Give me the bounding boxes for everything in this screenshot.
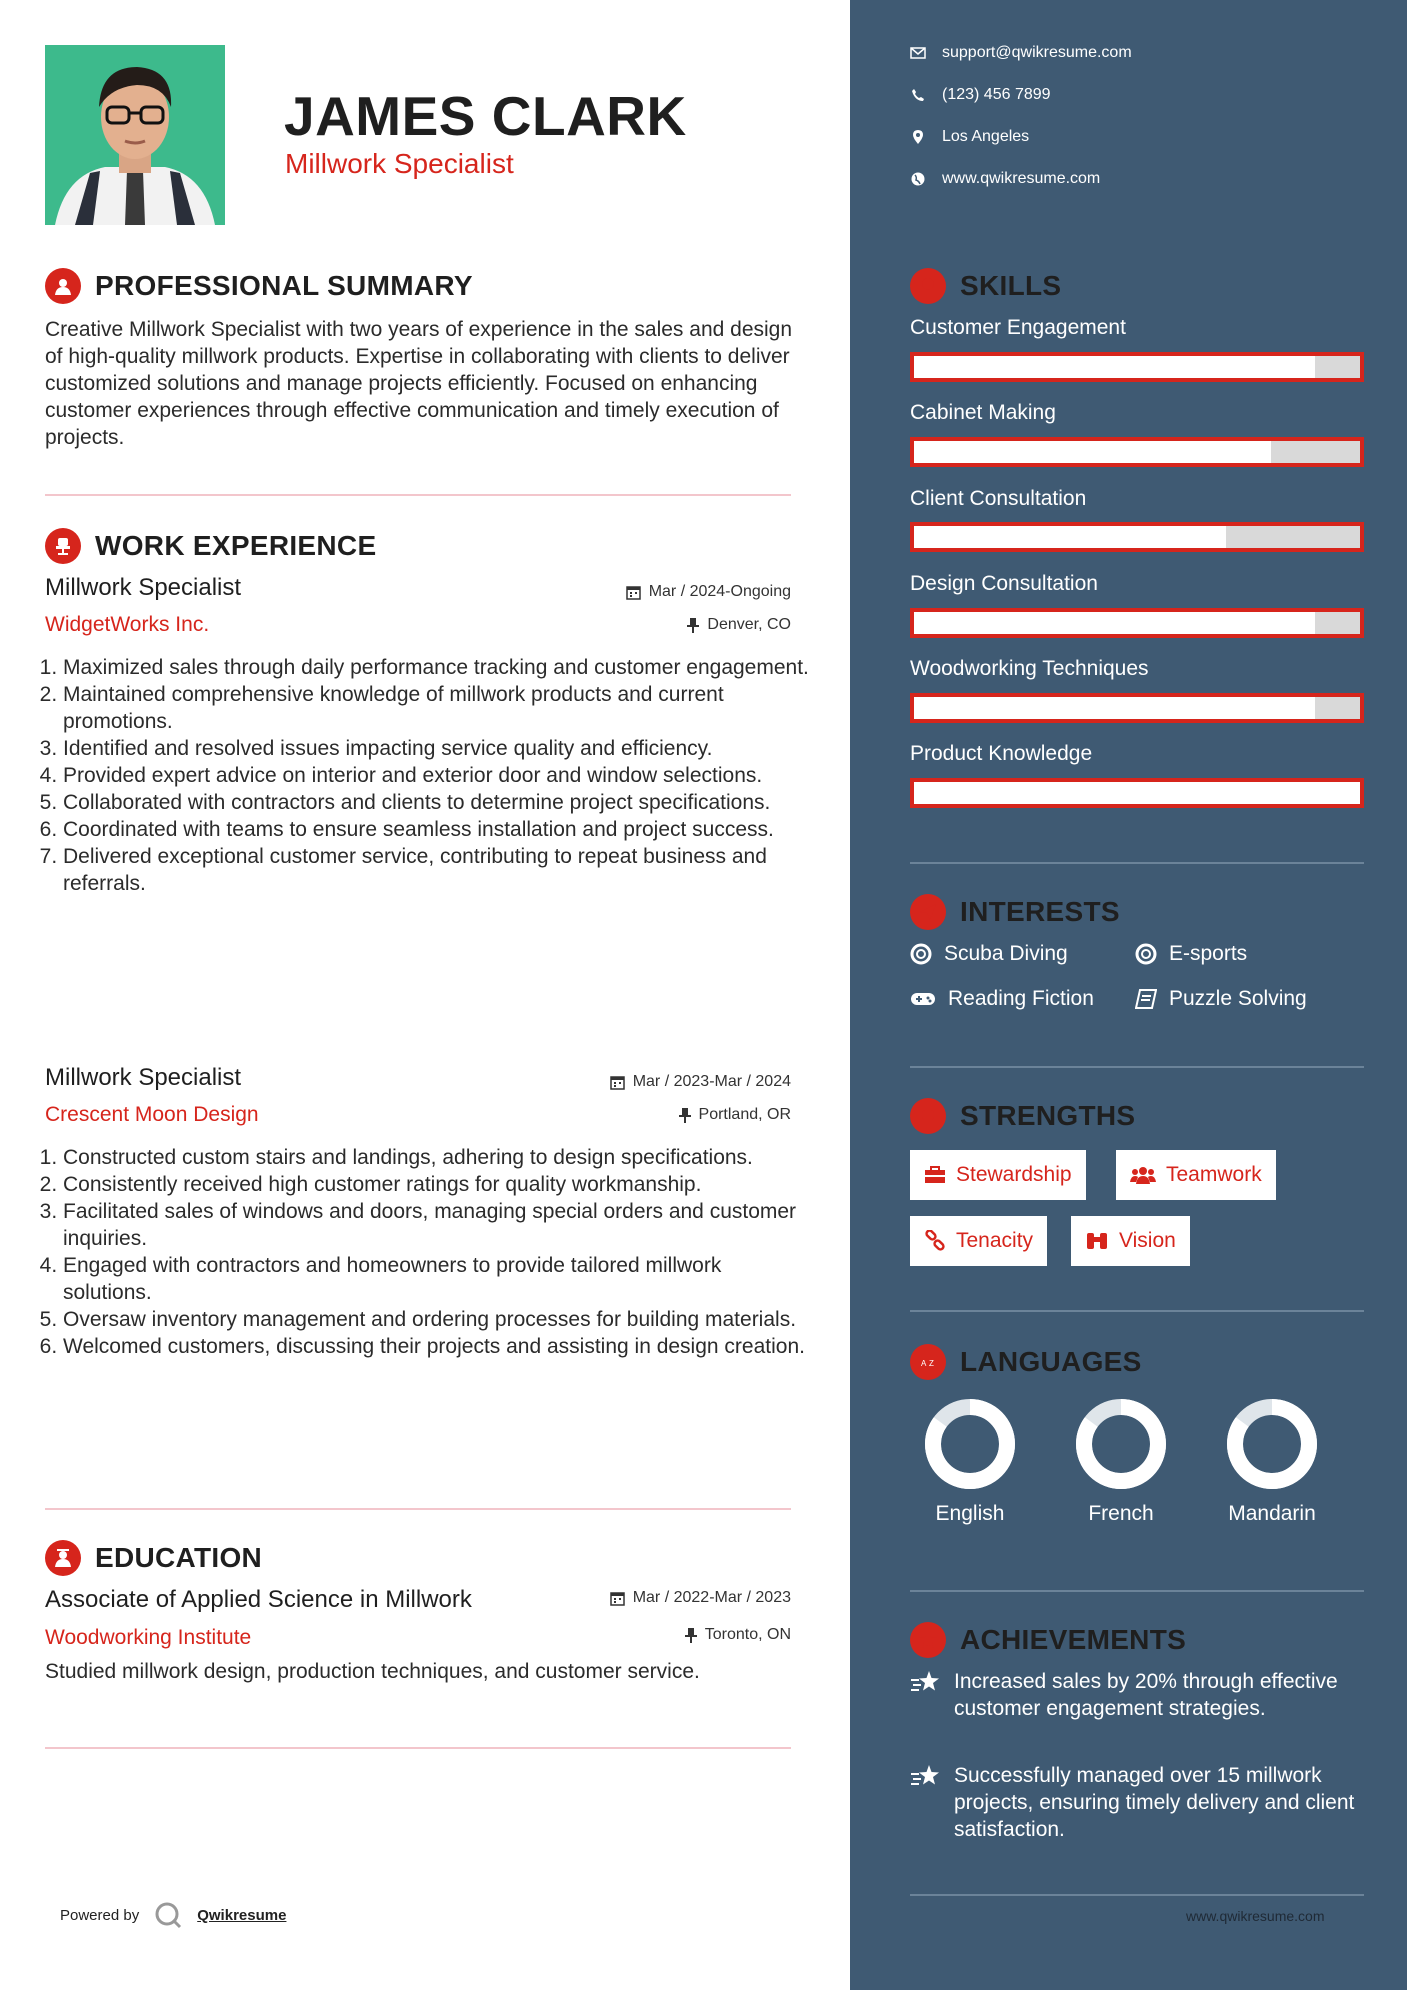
achievement-text: Increased sales by 20% through effective customer engagement strategies. [954, 1670, 1338, 1720]
job-company: WidgetWorks Inc. [45, 613, 210, 636]
degree-title: Associate of Applied Science in Millwork [45, 1586, 472, 1613]
powered-by-label: Powered by [60, 1906, 140, 1924]
achievement-item [910, 1762, 1370, 1843]
strength-label: Stewardship [956, 1163, 1072, 1186]
globe-icon [911, 172, 925, 186]
language-label: English [935, 1502, 1005, 1525]
skill-label: Customer Engagement [910, 316, 1126, 339]
skill-bar-fill [914, 441, 1271, 463]
book-icon [1135, 989, 1157, 1009]
envelope-icon [910, 47, 926, 59]
achievements-header [910, 1622, 1186, 1658]
life-ring-icon [910, 943, 932, 965]
education-description: Studied millwork design, production techniques, and customer service. [45, 1660, 700, 1683]
shooting-star-icon [910, 1670, 940, 1696]
strength-chip [910, 1216, 1047, 1266]
interest-label: Scuba Diving [944, 942, 1068, 965]
job-date-text: Mar / 2024-Ongoing [648, 583, 791, 600]
achievements-heading: ACHIEVEMENTS [960, 1624, 1187, 1655]
divider [910, 1310, 1364, 1312]
skill-bar-fill [914, 612, 1315, 634]
contact-email [910, 44, 1132, 62]
job-location-text: Portland, OR [698, 1106, 791, 1123]
job-bullets [45, 654, 813, 897]
briefcase-icon [924, 1166, 946, 1184]
list-item: 1. Constructed custom stairs and landings, adhering to design specifications. [63, 1144, 813, 1171]
skill-label: Woodworking Techniques [910, 657, 1149, 680]
language-ring [1075, 1398, 1167, 1490]
users-icon [1130, 1166, 1156, 1184]
list-item: 7. Delivered exceptional customer service, contributing to repeat business and referrals. [63, 843, 813, 897]
qwikresume-logo-icon [153, 1900, 183, 1930]
footer-url[interactable]: www.qwikresume.com [1186, 1908, 1325, 1924]
summary-heading: PROFESSIONAL SUMMARY [95, 270, 473, 301]
list-item: 5. Oversaw inventory management and ordering processes for building materials. [63, 1306, 813, 1333]
education-location-text: Toronto, ON [704, 1626, 791, 1643]
list-item: 4. Provided expert advice on interior and exterior door and window selections. [63, 762, 813, 789]
star-badge-icon [910, 1622, 946, 1658]
contact-location-text: Los Angeles [942, 128, 1030, 145]
language-ring [1226, 1398, 1318, 1490]
language-label: French [1088, 1502, 1154, 1525]
life-ring-icon [1135, 943, 1157, 965]
paper-plane-icon [910, 894, 946, 930]
skill-bar-fill [914, 356, 1315, 378]
strength-label: Tenacity [956, 1229, 1034, 1252]
calendar-icon [610, 1075, 625, 1090]
interests-header [910, 894, 1120, 930]
candidate-name: JAMES CLARK [284, 85, 687, 147]
list-item: 4. Engaged with contractors and homeowners to provide tailored millwork solutions. [63, 1252, 813, 1306]
interest-label: E-sports [1169, 942, 1248, 965]
summary-header [45, 268, 473, 304]
divider [910, 1894, 1364, 1896]
skill-bar-fill [914, 782, 1360, 804]
language-label: Mandarin [1228, 1502, 1316, 1525]
skill-label: Cabinet Making [910, 401, 1056, 424]
interest-item [1135, 942, 1247, 966]
language-ring [924, 1398, 1016, 1490]
list-item: 3. Identified and resolved issues impacting service quality and efficiency. [63, 735, 813, 762]
skill-bar [910, 778, 1364, 808]
user-icon [45, 268, 81, 304]
job-company: Crescent Moon Design [45, 1103, 259, 1126]
language-item [1066, 1398, 1176, 1526]
fist-icon [910, 1098, 946, 1134]
divider [45, 494, 791, 496]
skill-bar-fill [914, 526, 1226, 548]
languages-heading: LANGUAGES [960, 1346, 1142, 1377]
interest-label: Reading Fiction [948, 987, 1094, 1010]
svg-text:A: A [921, 1359, 927, 1368]
job-location [679, 1106, 791, 1124]
gamepad-icon [910, 990, 936, 1008]
skill-bar [910, 608, 1364, 638]
education-header [45, 1540, 262, 1576]
pushpin-icon [685, 1628, 697, 1643]
strength-label: Vision [1119, 1229, 1176, 1252]
skill-bar [910, 352, 1364, 382]
list-item: 6. Welcomed customers, discussing their projects and assisting in design creation. [63, 1333, 813, 1360]
divider [45, 1508, 791, 1510]
skill-label: Product Knowledge [910, 742, 1093, 765]
list-item: 1. Maximized sales through daily performance tracking and customer engagement. [63, 654, 813, 681]
office-chair-icon [45, 528, 81, 564]
list-item: 6. Coordinated with teams to ensure seamless installation and project success. [63, 816, 813, 843]
strength-chip [1071, 1216, 1190, 1266]
list-item: 5. Collaborated with contractors and clients to determine project specifications. [63, 789, 813, 816]
experience-header [45, 528, 376, 564]
strengths-heading: STRENGTHS [960, 1100, 1136, 1131]
skill-bar [910, 522, 1364, 552]
contact-location [910, 128, 1029, 146]
job-bullets [45, 1144, 813, 1360]
job-date [626, 583, 791, 601]
skill-bar [910, 693, 1364, 723]
interest-item [910, 987, 1094, 1011]
list-item: 2. Consistently received high customer ratings for quality workmanship. [63, 1171, 813, 1198]
strengths-header [910, 1098, 1135, 1134]
link-icon [924, 1230, 946, 1252]
strength-chip [910, 1150, 1086, 1200]
list-item: 3. Facilitated sales of windows and doors, managing special orders and customer inquiries. [63, 1198, 813, 1252]
shooting-star-icon [910, 1764, 940, 1790]
binoculars-icon [1085, 1231, 1109, 1251]
achievement-text: Successfully managed over 15 millwork projects, ensuring timely delivery and client satisfaction. [954, 1764, 1355, 1841]
contact-website-text[interactable]: www.qwikresume.com [942, 170, 1101, 187]
pushpin-icon [679, 1108, 691, 1123]
translate-icon [910, 1344, 946, 1380]
divider [910, 1590, 1364, 1592]
skills-header [910, 268, 1061, 304]
graduate-icon [45, 1540, 81, 1576]
calendar-icon [626, 585, 641, 600]
school-name: Woodworking Institute [45, 1626, 252, 1649]
powered-by [60, 1900, 286, 1930]
skill-bar [910, 437, 1364, 467]
avatar [45, 45, 225, 225]
education-date-text: Mar / 2022-Mar / 2023 [632, 1589, 791, 1606]
lightbulb-icon [910, 268, 946, 304]
contact-phone-text: (123) 456 7899 [942, 86, 1051, 103]
language-item [1217, 1398, 1327, 1526]
skill-label: Design Consultation [910, 572, 1098, 595]
svg-text:Z: Z [929, 1359, 934, 1368]
list-item: 2. Maintained comprehensive knowledge of millwork products and current promotions. [63, 681, 813, 735]
skills-heading: SKILLS [960, 270, 1062, 301]
education-location [685, 1626, 791, 1644]
contact-email-text[interactable]: support@qwikresume.com [942, 44, 1132, 61]
contact-website [910, 170, 1100, 188]
job-date [610, 1073, 791, 1091]
divider [910, 1066, 1364, 1068]
education-date [610, 1589, 791, 1607]
language-item [915, 1398, 1025, 1526]
interest-item [1135, 987, 1307, 1011]
contact-phone [910, 86, 1051, 104]
job-title: Millwork Specialist [45, 574, 242, 601]
education-heading: EDUCATION [95, 1542, 263, 1573]
qwikresume-link[interactable]: Qwikresume [197, 1906, 287, 1924]
phone-icon [911, 88, 925, 102]
job-location [687, 616, 791, 634]
divider [910, 862, 1364, 864]
interests-heading: INTERESTS [960, 896, 1120, 927]
strength-chip [1116, 1150, 1276, 1200]
job-date-text: Mar / 2023-Mar / 2024 [632, 1073, 791, 1090]
strength-label: Teamwork [1166, 1163, 1262, 1186]
calendar-icon [610, 1591, 625, 1606]
divider [45, 1747, 791, 1749]
candidate-title: Millwork Specialist [285, 148, 514, 179]
summary-text: Creative Millwork Specialist with two years of experience in the sales and design of high-quality millwork products. Expertise in collaborating with clients to deliver customized solutions and manage projects efficiently. Focused on enhancing customer experiences through effective communication and timely execution of projects. [45, 318, 793, 449]
interest-item [910, 942, 1068, 966]
skill-label: Client Consultation [910, 487, 1087, 510]
languages-header [910, 1344, 1142, 1380]
skill-bar-fill [914, 697, 1315, 719]
map-marker-icon [913, 130, 923, 144]
experience-heading: WORK EXPERIENCE [95, 530, 377, 561]
interest-label: Puzzle Solving [1169, 987, 1307, 1010]
job-location-text: Denver, CO [707, 616, 791, 633]
achievement-item [910, 1668, 1370, 1722]
job-title: Millwork Specialist [45, 1064, 242, 1091]
pushpin-icon [687, 618, 699, 633]
